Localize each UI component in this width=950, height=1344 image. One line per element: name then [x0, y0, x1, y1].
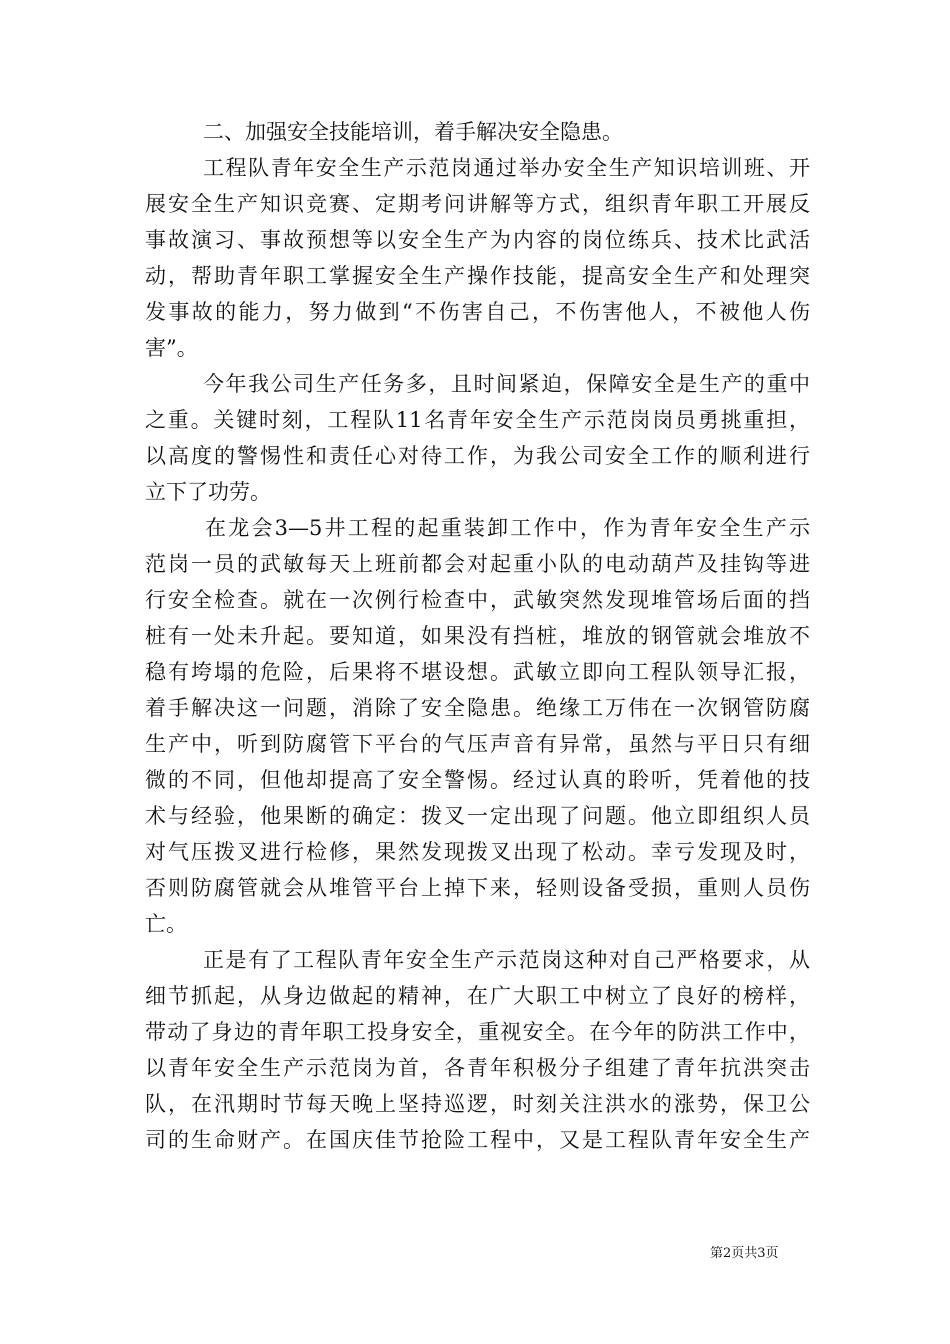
text-line: 司的生命财产。在国庆佳节抢险工程中，又是工程队青年安全生产: [145, 1128, 810, 1152]
text-line: 生产中，听到防腐管下平台的气压声音有异常，虽然与平日只有细: [145, 732, 810, 756]
paragraph-training: [145, 150, 810, 366]
text-line: 亡。: [145, 912, 187, 936]
text-line: 行安全检查。就在一次例行检查中，武敏突然发现堆管场后面的挡: [145, 588, 810, 612]
text-line: 害”。: [145, 336, 198, 360]
text-line: 动，帮助青年职工掌握安全生产操作技能，提高安全生产和处理突: [145, 264, 810, 288]
text-line: 稳有垮塌的危险，后果将不堪设想。武敏立即向工程队领导汇报，: [145, 660, 810, 684]
text-line: 队，在汛期时节每天晚上坚持巡逻，时刻关注洪水的涨势，保卫公: [145, 1092, 810, 1116]
paragraph-examples: [145, 510, 810, 942]
text-line: 桩有一处未升起。要知道，如果没有挡桩，堆放的钢管就会堆放不: [145, 624, 810, 648]
text-line: 范岗一员的武敏每天上班前都会对起重小队的电动葫芦及挂钩等进: [145, 552, 810, 576]
text-line: 对气压拨叉进行检修，果然发现拨叉出现了松动。幸亏发现及时，: [145, 840, 810, 864]
page-number-indicator: 第2页共3页: [710, 1246, 779, 1261]
text-line: 展安全生产知识竞赛、定期考问讲解等方式，组织青年职工开展反: [145, 192, 810, 216]
document-body: [145, 114, 810, 1158]
text-line: 着手解决这一问题，消除了安全隐患。绝缘工万伟在一次钢管防腐: [145, 696, 810, 720]
paragraph-tasks: [145, 366, 810, 510]
paragraph-heading: [145, 114, 810, 150]
text-line: 微的不同，但他却提高了安全警惕。经过认真的聆听，凭着他的技: [145, 768, 810, 792]
text-line: 工程队青年安全生产示范岗通过举办安全生产知识培训班、开: [203, 156, 810, 180]
text-line: 细节抓起，从身边做起的精神，在广大职工中树立了良好的榜样，: [145, 984, 810, 1008]
text-line: 发事故的能力，努力做到“不伤害自己，不伤害他人，不被他人伤: [145, 300, 810, 324]
text-line: 立下了功劳。: [145, 480, 271, 504]
paragraph-example-role: [145, 942, 810, 1158]
text-line: 正是有了工程队青年安全生产示范岗这种对自己严格要求，从: [203, 948, 810, 972]
text-line: 今年我公司生产任务多，且时间紧迫，保障安全是生产的重中: [203, 372, 810, 396]
text-line: 在龙会3—5井工程的起重装卸工作中，作为青年安全生产示: [205, 516, 810, 540]
text-line: 事故演习、事故预想等以安全生产为内容的岗位练兵、技术比武活: [145, 228, 810, 252]
text-line: 术与经验，他果断的确定：拨叉一定出现了问题。他立即组织人员: [145, 804, 810, 828]
text-line: 二、加强安全技能培训，着手解决安全隐患。: [203, 120, 623, 144]
text-line: 带动了身边的青年职工投身安全，重视安全。在今年的防洪工作中，: [145, 1020, 810, 1044]
text-line: 之重。关键时刻，工程队11名青年安全生产示范岗岗员勇挑重担，: [145, 408, 810, 432]
text-line: 以高度的警惕性和责任心对待工作，为我公司安全工作的顺利进行: [145, 444, 810, 468]
text-line: 否则防腐管就会从堆管平台上掉下来，轻则设备受损，重则人员伤: [145, 876, 810, 900]
text-line: 以青年安全生产示范岗为首，各青年积极分子组建了青年抗洪突击: [145, 1056, 810, 1080]
